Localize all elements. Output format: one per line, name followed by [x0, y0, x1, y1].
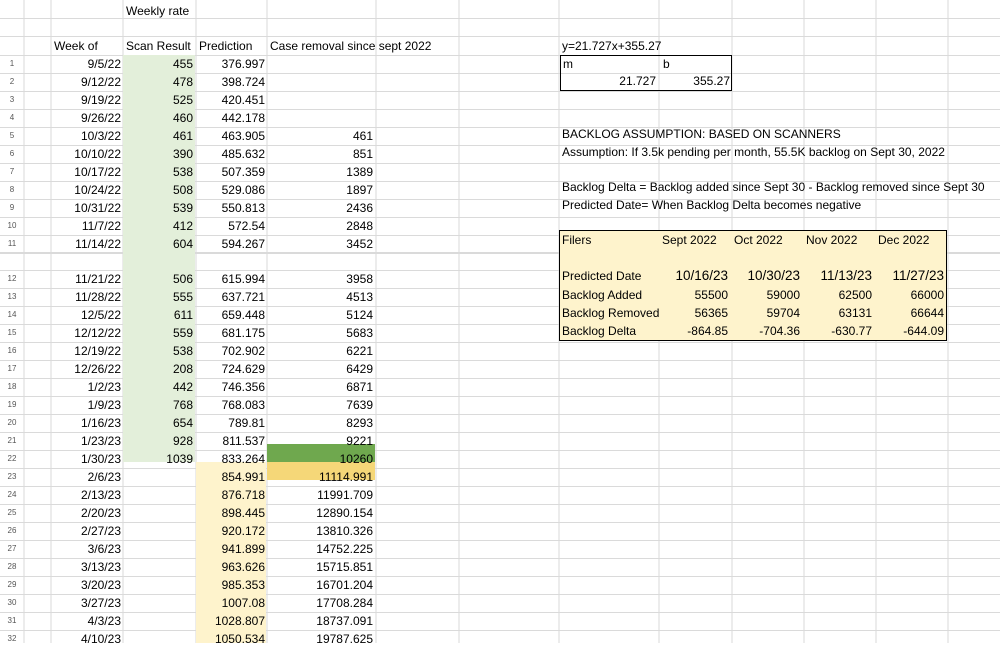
scan-result-cell: 525: [172, 93, 193, 107]
row-number: 8: [9, 185, 15, 194]
scan-result-cell: 508: [172, 183, 193, 197]
backlog-delta-definition: Backlog Delta = Backlog added since Sept 30 - Backlog removed since Sept 30: [562, 180, 985, 194]
case-removal-cell: 15715.851: [316, 560, 373, 574]
case-removal-cell: 6429: [346, 362, 373, 376]
filers-value-cell: -630.77: [831, 324, 872, 338]
case-removal-cell: 2436: [346, 201, 373, 215]
row-number: 29: [7, 580, 17, 589]
week-cell: 10/17/22: [74, 165, 121, 179]
week-cell: 3/20/23: [80, 578, 121, 592]
filers-value-cell: 11/13/23: [820, 268, 872, 283]
week-cell: 9/19/22: [80, 93, 121, 107]
row-number: 19: [7, 400, 17, 409]
case-removal-cell: 6221: [346, 344, 373, 358]
prediction-cell: 594.267: [221, 237, 265, 251]
prediction-cell: 529.086: [221, 183, 265, 197]
week-cell: 12/5/22: [80, 308, 121, 322]
prediction-cell: 746.356: [221, 380, 265, 394]
scan-result-header: Scan Result: [126, 39, 191, 53]
scan-result-cell: 555: [172, 290, 193, 304]
scan-result-cell: 461: [172, 129, 193, 143]
filers-value-cell: -864.85: [687, 324, 728, 338]
row-number: 27: [7, 544, 17, 553]
prediction-cell: 572.54: [228, 219, 265, 233]
case-removal-cell: 16701.204: [316, 578, 373, 592]
row-number: 32: [7, 634, 17, 643]
row-number: 24: [7, 490, 17, 499]
prediction-cell: 724.629: [221, 362, 265, 376]
scan-result-cell: 506: [172, 272, 193, 286]
week-cell: 9/12/22: [80, 75, 121, 89]
week-cell: 3/6/23: [87, 542, 121, 556]
prediction-cell: 376.997: [221, 57, 265, 71]
case-removal-cell: 19787.625: [316, 632, 373, 646]
filers-row-label: Backlog Added: [562, 288, 643, 302]
case-removal-cell: 14752.225: [316, 542, 373, 556]
prediction-cell: 941.899: [221, 542, 265, 556]
case-removal-cell: 851: [352, 147, 373, 161]
case-removal-cell: 13810.326: [316, 524, 373, 538]
prediction-cell: 1050.534: [214, 632, 265, 646]
m-value: 21.727: [619, 74, 656, 88]
scan-result-cell: 478: [172, 75, 193, 89]
case-removal-cell: 3452: [346, 237, 373, 251]
case-removal-cell: 10260: [339, 452, 373, 466]
scan-result-cell: 455: [172, 57, 193, 71]
prediction-cell: 485.632: [221, 147, 265, 161]
filers-value-cell: 55500: [694, 288, 728, 302]
week-cell: 10/24/22: [74, 183, 121, 197]
case-removal-cell: 9221: [346, 434, 373, 448]
week-cell: 2/13/23: [80, 488, 121, 502]
filers-value-cell: 66000: [910, 288, 944, 302]
week-cell: 10/10/22: [74, 147, 121, 161]
case-removal-cell: 18737.091: [316, 614, 373, 628]
scan-result-cell: 1039: [166, 452, 193, 466]
week-cell: 1/9/23: [87, 398, 121, 412]
week-cell: 1/2/23: [87, 380, 121, 394]
week-cell: 3/27/23: [80, 596, 121, 610]
row-number: 1: [9, 59, 15, 68]
week-cell: 1/16/23: [80, 416, 121, 430]
week-cell: 9/26/22: [80, 111, 121, 125]
case-removal-header: Case removal since sept 2022: [270, 39, 432, 53]
prediction-cell: 507.359: [221, 165, 265, 179]
row-number: 14: [7, 310, 17, 319]
week-cell: 12/12/22: [74, 326, 121, 340]
prediction-cell: 876.718: [221, 488, 265, 502]
filers-value-cell: 59000: [766, 288, 800, 302]
regression-equation: y=21.727x+355.27: [562, 39, 662, 53]
row-number: 10: [7, 221, 17, 230]
week-cell: 12/26/22: [74, 362, 121, 376]
prediction-cell: 1007.08: [221, 596, 265, 610]
week-cell: 4/3/23: [87, 614, 121, 628]
filers-month-oct: Oct 2022: [734, 233, 783, 247]
row-number: 18: [7, 382, 17, 391]
prediction-cell: 985.353: [221, 578, 265, 592]
week-of-header: Week of: [54, 39, 98, 53]
filers-value-cell: -704.36: [759, 324, 800, 338]
prediction-cell: 833.264: [221, 452, 265, 466]
filers-month-dec: Dec 2022: [878, 233, 930, 247]
prediction-cell: 811.537: [222, 434, 265, 448]
scan-result-cell: 559: [172, 326, 193, 340]
row-number: 9: [9, 203, 15, 212]
row-number: 5: [9, 131, 15, 140]
prediction-cell: 920.172: [221, 524, 265, 538]
filers-value-cell: -644.09: [903, 324, 944, 338]
filers-value-cell: 62500: [838, 288, 872, 302]
prediction-cell: 442.178: [221, 111, 265, 125]
row-number: 20: [7, 418, 17, 427]
case-removal-cell: 11991.709: [317, 488, 373, 502]
filers-row-label: Backlog Removed: [562, 306, 660, 320]
scan-result-cell: 538: [172, 165, 193, 179]
week-cell: 10/3/22: [80, 129, 121, 143]
row-number: 23: [7, 472, 17, 481]
case-removal-cell: 3958: [346, 272, 373, 286]
prediction-cell: 1028.807: [214, 614, 265, 628]
week-cell: 2/20/23: [80, 506, 121, 520]
filers-value-cell: 59704: [766, 306, 800, 320]
scan-result-cell: 611: [173, 308, 193, 322]
row-number: 6: [9, 149, 15, 158]
week-cell: 11/7/22: [81, 219, 121, 233]
row-number: 7: [9, 167, 15, 176]
filers-month-sept: Sept 2022: [662, 233, 717, 247]
scan-result-cell: 538: [172, 344, 193, 358]
case-removal-cell: 5683: [346, 326, 373, 340]
weekly-rate-label: Weekly rate: [126, 4, 190, 18]
scan-result-cell: 539: [172, 201, 193, 215]
case-removal-cell: 12890.154: [316, 506, 373, 520]
prediction-cell: 789.81: [228, 416, 265, 430]
scan-result-cell: 654: [172, 416, 193, 430]
prediction-cell: 420.451: [221, 93, 265, 107]
week-cell: 11/28/22: [75, 290, 121, 304]
row-number: 25: [7, 508, 17, 517]
scan-result-cell: 412: [172, 219, 193, 233]
case-removal-cell: 6871: [346, 380, 373, 394]
week-cell: 2/27/23: [80, 524, 121, 538]
scan-result-cell: 390: [172, 147, 193, 161]
filers-row-label: Backlog Delta: [562, 324, 637, 338]
prediction-header: Prediction: [199, 39, 253, 53]
week-cell: 1/23/23: [80, 434, 121, 448]
prediction-cell: 659.448: [221, 308, 265, 322]
case-removal-cell: 4513: [346, 290, 373, 304]
b-value: 355.27: [693, 74, 730, 88]
row-number: 26: [7, 526, 17, 535]
filers-month-nov: Nov 2022: [806, 233, 858, 247]
scan-result-cell: 442: [172, 380, 193, 394]
case-removal-cell: 1389: [346, 165, 373, 179]
filers-value-cell: 63131: [838, 306, 872, 320]
week-cell: 3/13/23: [80, 560, 121, 574]
week-cell: 10/31/22: [74, 201, 121, 215]
assumption-note: Assumption: If 3.5k pending per month, 55.5K backlog on Sept 30, 2022: [562, 145, 945, 159]
case-removal-cell: 7639: [346, 398, 373, 412]
prediction-cell: 898.445: [221, 506, 265, 520]
row-number: 17: [7, 364, 17, 373]
week-cell: 1/30/23: [80, 452, 121, 466]
prediction-cell: 702.902: [221, 344, 265, 358]
prediction-cell: 398.724: [221, 75, 265, 89]
scan-result-cell: 460: [172, 111, 193, 125]
predicted-date-definition: Predicted Date= When Backlog Delta becomes negative: [562, 198, 862, 212]
row-number: 16: [7, 346, 17, 355]
scan-result-cell: 604: [172, 237, 193, 251]
row-number: 22: [7, 454, 17, 463]
prediction-cell: 550.813: [221, 201, 265, 215]
prediction-cell: 768.083: [221, 398, 265, 412]
b-label: b: [663, 57, 670, 71]
filers-value-cell: 11/27/23: [892, 268, 944, 283]
row-number: 30: [7, 598, 17, 607]
week-cell: 9/5/22: [87, 57, 121, 71]
case-removal-cell: 2848: [346, 219, 373, 233]
case-removal-cell: 11114.991: [318, 470, 373, 484]
row-number: 2: [9, 77, 15, 86]
row-number: 13: [7, 292, 17, 301]
filers-value-cell: 10/30/23: [747, 268, 800, 283]
filers-value-cell: 56365: [694, 306, 728, 320]
scan-result-cell: 928: [172, 434, 193, 448]
row-number: 21: [7, 436, 17, 445]
week-cell: 11/21/22: [75, 272, 121, 286]
row-number: 3: [9, 95, 15, 104]
scan-result-cell: 208: [172, 362, 193, 376]
case-removal-cell: 8293: [346, 416, 373, 430]
filers-value-cell: 10/16/23: [675, 268, 728, 283]
filers-value-cell: 66644: [910, 306, 944, 320]
row-number: 15: [7, 328, 17, 337]
row-number: 31: [7, 616, 17, 625]
prediction-cell: 463.905: [221, 129, 265, 143]
row-number: 11: [7, 239, 17, 248]
week-cell: 11/14/22: [75, 237, 121, 251]
prediction-cell: 681.175: [221, 326, 265, 340]
row-number: 28: [7, 562, 17, 571]
week-cell: 2/6/23: [87, 470, 121, 484]
filers-row-label: Predicted Date: [562, 269, 642, 283]
case-removal-cell: 17708.284: [316, 596, 373, 610]
backlog-title: BACKLOG ASSUMPTION: BASED ON SCANNERS: [562, 127, 841, 141]
case-removal-cell: 461: [352, 129, 373, 143]
week-cell: 4/10/23: [80, 632, 121, 646]
prediction-cell: 854.991: [221, 470, 265, 484]
scan-result-cell: 768: [172, 398, 193, 412]
case-removal-cell: 1897: [346, 183, 373, 197]
prediction-cell: 615.994: [221, 272, 265, 286]
case-removal-cell: 5124: [346, 308, 373, 322]
prediction-cell: 963.626: [221, 560, 265, 574]
filers-header: Filers: [562, 233, 592, 247]
m-label: m: [563, 57, 573, 71]
row-number: 4: [9, 113, 15, 122]
prediction-cell: 637.721: [221, 290, 265, 304]
week-cell: 12/19/22: [74, 344, 121, 358]
row-number: 12: [7, 274, 17, 283]
